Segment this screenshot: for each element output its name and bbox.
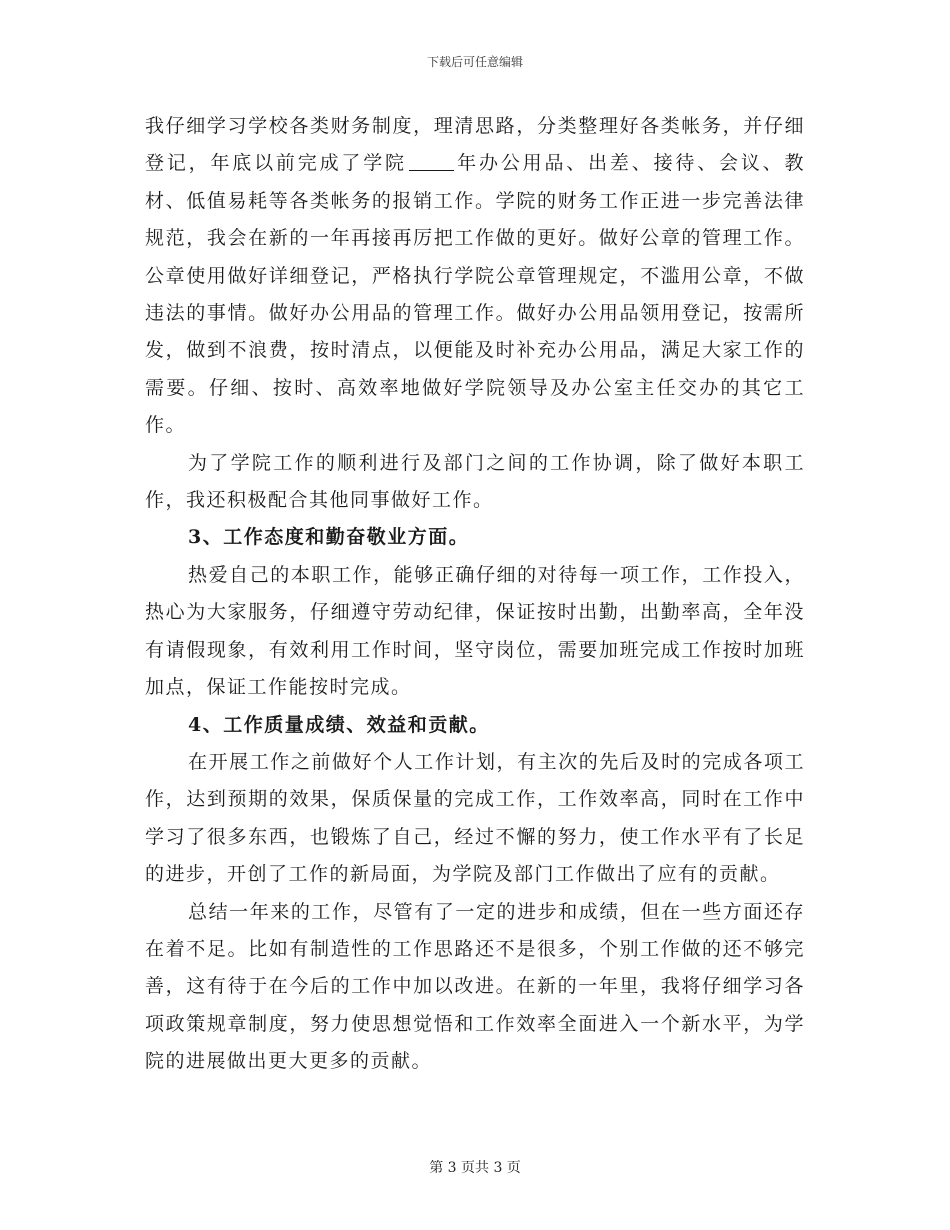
document-body — [145, 108, 805, 1081]
blank-fill-line — [409, 151, 454, 171]
paragraph-finance — [145, 108, 805, 445]
paragraph-finance-part1: 我仔细学习学校各类财务制度，理清思路，分类整理好各类帐务，并仔细登记，年底以前完成了学院 — [145, 115, 805, 175]
paragraph-summary: 总结一年来的工作，尽管有了一定的进步和成绩，但在一些方面还存在着不足。比如有制造性的工作思路还不是很多，个别工作做的还不够完善，这有待于在今后的工作中加以改进。在新的一年里，我将仔细学习各项政策规章制度，努力使思想觉悟和工作效率全面进入一个新水平，为学院的进展做出更大更多的贡献。 — [145, 900, 805, 1073]
paragraph-coordination: 为了学院工作的顺利进行及部门之间的工作协调，除了做好本职工作，我还积极配合其他同事做好工作。 — [145, 451, 805, 512]
section-heading-3: 3、工作态度和勤奋敬业方面。 — [188, 526, 470, 549]
page-header: 下载后可任意编辑 — [426, 55, 523, 69]
paragraph-finance-part2: 年办公用品、出差、接待、会议、教材、低值易耗等各类帐务的报销工作。学院的财务工作正进一步完善法律规范，我会在新的一年再接再厉把工作做的更好。做好公章的管理工作。公章使用做好详细登记，严格执行学院公章管理规定，不滥用公章，不做违法的事情。做好办公用品的管理工作。做好办公用品领用登记，按需所发，做到不浪费，按时清点，以便能及时补充办公用品，满足大家工作的需要。仔细、按时、高效率地做好学院领导及办公室主任交办的其它工作。 — [145, 152, 805, 437]
paragraph-attitude: 热爱自己的本职工作，能够正确仔细的对待每一项工作，工作投入，热心为大家服务，仔细遵守劳动纪律，保证按时出勤，出勤率高，全年没有请假现象，有效利用工作时间，坚守岗位，需要加班完成工作按时加班加点，保证工作能按时完成。 — [145, 563, 805, 699]
paragraph-quality: 在开展工作之前做好个人工作计划，有主次的先后及时的完成各项工作，达到预期的效果，保质保量的完成工作，工作效率高，同时在工作中学习了很多东西，也锻炼了自己，经过不懈的努力，使工作水平有了长足的进步，开创了工作的新局面，为学院及部门工作做出了应有的贡献。 — [145, 750, 805, 886]
section-heading-4: 4、工作质量成绩、效益和贡献。 — [188, 713, 490, 736]
page-number-footer: 第 3 页共 3 页 — [429, 1160, 521, 1176]
